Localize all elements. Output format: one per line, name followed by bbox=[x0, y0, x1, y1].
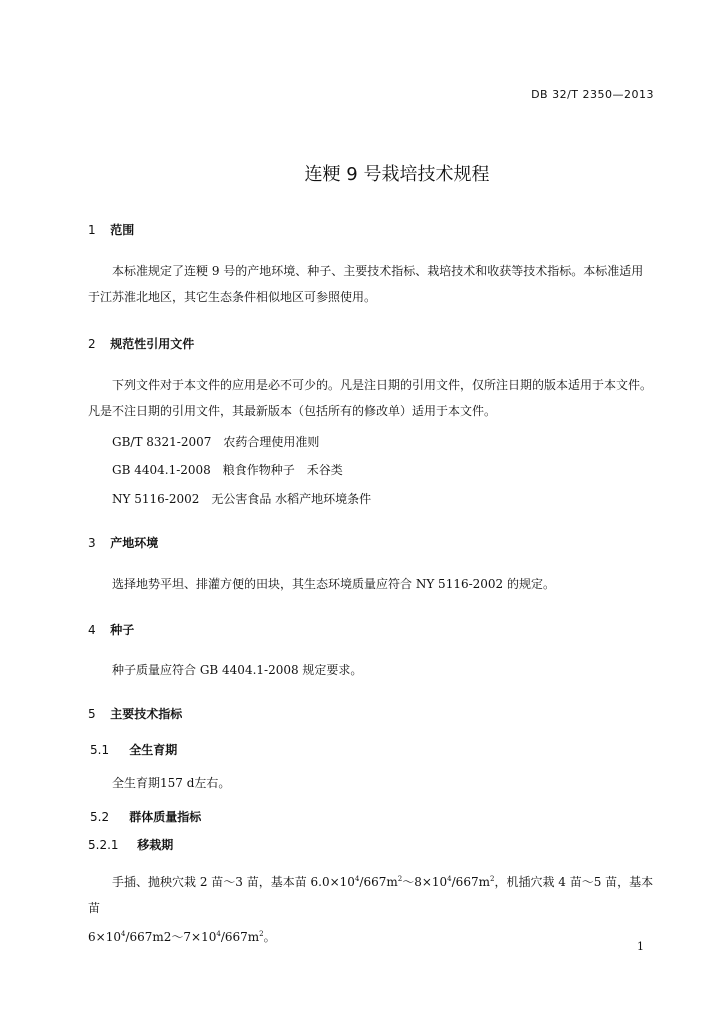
section-number: 4 bbox=[88, 623, 96, 637]
section-number: 5.2.1 bbox=[88, 838, 119, 852]
section-title: 群体质量指标 bbox=[129, 810, 202, 824]
superscript: 2 bbox=[259, 930, 264, 938]
section-number: 2 bbox=[88, 337, 96, 351]
text-run: ，机插穴栽 4 苗～5 苗，基本苗 bbox=[88, 875, 654, 915]
section-5-heading bbox=[88, 705, 182, 722]
superscript: 4 bbox=[447, 875, 452, 883]
superscript: 2 bbox=[489, 875, 495, 883]
reference-item: NY 5116-2002 无公害食品 水稻产地环境条件 bbox=[112, 492, 372, 506]
section-1-heading bbox=[88, 221, 134, 238]
text-run: 手插、抛秧穴栽 2 苗～3 苗，基本苗 6.0×10 bbox=[112, 875, 355, 889]
section-title: 全生育期 bbox=[129, 743, 178, 757]
section-5-1-text: 全生育期157 d左右。 bbox=[112, 776, 231, 790]
reference-item: GB/T 8321-2007 农药合理使用准则 bbox=[112, 435, 320, 449]
section-title: 规范性引用文件 bbox=[110, 337, 195, 351]
superscript: 4 bbox=[216, 930, 221, 938]
section-3-heading bbox=[88, 534, 158, 551]
text-run: 6×10 bbox=[88, 930, 121, 944]
section-title: 种子 bbox=[110, 623, 135, 637]
section-number: 5.2 bbox=[90, 810, 110, 824]
superscript: 2 bbox=[397, 875, 403, 883]
section-5-2-1-text bbox=[88, 866, 654, 950]
section-number: 3 bbox=[88, 536, 96, 550]
section-3-text: 选择地势平坦、排灌方便的田块，其生态环境质量应符合 NY 5116-2002 的规定。 bbox=[112, 577, 556, 591]
section-number: 5.1 bbox=[90, 743, 110, 757]
section-title: 范围 bbox=[110, 223, 135, 237]
section-1-text: 本标准规定了连粳 9 号的产地环境、种子、主要技术指标、栽培技术和收获等技术指标。本标准适用于江苏淮北地区，其它生态条件相似地区可参照使用。 bbox=[88, 264, 644, 304]
text-run: 。 bbox=[263, 930, 276, 944]
section-2-heading bbox=[88, 335, 194, 352]
section-number: 1 bbox=[88, 223, 96, 237]
text-run: ～8×10 bbox=[402, 875, 448, 889]
section-5-2-heading bbox=[90, 808, 201, 825]
section-title: 主要技术指标 bbox=[110, 707, 183, 721]
text-line bbox=[88, 921, 654, 950]
text-run: 2～7×10 bbox=[163, 930, 217, 944]
section-4-text: 种子质量应符合 GB 4404.1-2008 规定要求。 bbox=[112, 663, 363, 677]
section-title: 移栽期 bbox=[137, 838, 174, 852]
reference-item: GB 4404.1-2008 粮食作物种子 禾谷类 bbox=[112, 463, 343, 477]
page-number: 1 bbox=[637, 940, 644, 953]
section-4-heading bbox=[88, 621, 134, 638]
superscript: 4 bbox=[354, 875, 360, 883]
section-number: 5 bbox=[88, 707, 96, 721]
text-line bbox=[88, 866, 654, 921]
section-2-text: 下列文件对于本文件的应用是必不可少的。凡是注日期的引用文件，仅所注日期的版本适用于本文件。凡是不注日期的引用文件，其最新版本（包括所有的修改单）适用于本文件。 bbox=[88, 378, 653, 418]
text-run: /667m bbox=[359, 875, 398, 889]
superscript: 4 bbox=[120, 930, 126, 938]
section-5-1-heading bbox=[90, 741, 177, 758]
section-title: 产地环境 bbox=[110, 536, 159, 550]
text-run: /667m bbox=[220, 930, 260, 944]
text-run: /667m bbox=[451, 875, 490, 889]
standard-code: DB 32/T 2350—2013 bbox=[531, 88, 654, 101]
text-run: /667m bbox=[125, 930, 164, 944]
document-title: 连粳 9 号栽培技术规程 bbox=[304, 164, 490, 185]
section-5-2-1-heading bbox=[88, 836, 173, 853]
